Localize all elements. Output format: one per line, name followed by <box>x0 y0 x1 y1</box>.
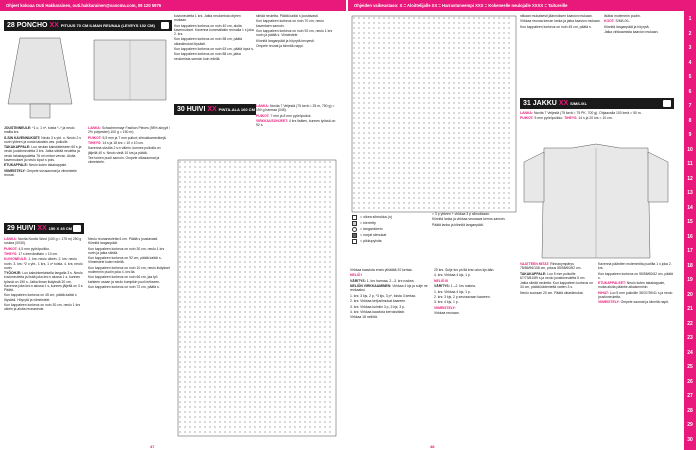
side-index-number: 8 <box>688 117 692 124</box>
camera-icon <box>161 22 169 29</box>
right-col-text-5: lisäksi molemmin puolin. KOOT: S/M/L/XL. Kiinnitä langanpäät ja höyrytä. Jatka virkkaamista kaavion mukaan. <box>604 14 659 35</box>
side-index-number: 26 <box>687 378 693 385</box>
section-28-text-2: LANKA: Schachenmayr Fashion Pieces (98% akryyli / 2% polyesteri) 100 g = 150 m). PUIKOT: 5,5 mm ja 7 mm puikot; silmukkamerkkejä. TIHEYS: 14 s ja 18 krs = 10 x 10 cm. Kavenna sivuilla 2 s:n välein, kunnes puikolla on jäljellä 40 s. Neulo vielä 10 krs ja päätä. Tee toinen puoli samoin. Ompele olkasaumat ja viimeistele. <box>88 126 170 165</box>
side-index-number: 19 <box>687 277 693 283</box>
section-number: 28 <box>7 22 15 29</box>
chart-legend: = oikea silmukka (o) = kierretty = langankierto = nurjat silmukat = pikkupylväs <box>352 214 432 244</box>
lace-chart-right <box>350 14 518 214</box>
section-number: 31 <box>523 100 531 107</box>
side-index-number: 7 <box>688 103 692 109</box>
side-index-number: 29 <box>687 422 693 428</box>
side-index <box>684 0 696 450</box>
left-col-4-text: sileää neuletta. Päätä kaikki s joustavasti. Kun kappaleen korkeus on noin 70 cm, neulo kaventaen samoin. Kun kappaleen korkeus on noin 92 cm, neulo 1 krs nurin ja päätä s. Viimeistele. Kiinnitä langanpäät ja höyrytä kevyesti. Ompele reunat ja kiinnitä nappi. <box>256 14 333 48</box>
section-sub: 150 X 45 CM <box>48 226 73 231</box>
right-col-text-2: Virkkaa kaaviota ensin ylhäältä 20 kertaa. NELIÖ I VÄRITYS: 1. krs harmaa, 2.–3. krs ruskea. NELIÖN VIRKKAAMINEN: Virkkaa 4 kjs ja sulje ne renkaaksi. 1. krs: 3 kjs, 2 p, *3 kjs, 3 p*, toista 3 kertaa. 2. krs: Virkkaa ketjusilmukat kaareen. 3. krs: Virkkaa kulmiin 3 p, 3 kjs, 3 p. 4. krs: Virkkaa kaaviota kerroksittain. Virkkaa 18 neliötä. <box>350 268 428 320</box>
page-number-left: 47 <box>150 444 155 449</box>
section-31-intro: LANKA: Novita 7 Veljestä (75 kerä = 75 PK, 700 g). Ohjaavalla 100 kerä = 50 m. PUIKOT: 5 mm pyöröpuikko. TIHEYS: 14 s ja 20 krs = 10 cm. <box>520 111 642 121</box>
side-index-number: 5 <box>688 74 692 80</box>
side-index-number: 4 <box>688 59 692 66</box>
section-31-text-2: Kavenna pääntien molemmilta puolilta 1 s joka 2. krs. Kun kappaleen korkeus on 55/58/60/62 cm, päätä s. ETUKAPPALEET: Neulo kuten takakappale, mutta aloita pääntie aikaisemmin. HIHAT: Luo 5 mm puikoille 35/37/39/41 s ja neulo joustinneuletta. VIIMEISTELY: Ompele saumat ja kiinnitä napit. <box>598 262 673 305</box>
side-index-number: 30 <box>687 436 693 443</box>
section-30-header <box>174 104 256 115</box>
side-index-number: 17 <box>687 248 693 254</box>
side-index-number: 21 <box>687 306 693 312</box>
section-28-text-1: JOUSTINNEULE: *1 o, 1 n*, toista *–* ja neulo mallia krs. S-SIN KAVENNUKSET: Neulo 3 s yht. o. Neulo 2 s nurin yhteen ja nosta takaisin vas. puikolle. TAKAKAPPALE: Luo neulan kaksiotteiseen 60 s ja neulo joustinneuletta 3 krs. Jatka sileää neuletta ja neulo takakappaletta 76 cm mitan verran. Aloita kavennukset ja neulo loput s pois. ETUKAPPALE: Neulo kuten takakappale. VIIMEISTELY: Ompele sivusaumat ja viimeistele reunat. <box>4 126 82 177</box>
side-index-number: 22 <box>687 320 693 327</box>
section-title: JAKKU <box>532 100 557 107</box>
side-index-number: 3 <box>688 45 692 51</box>
section-title: HUIVI <box>186 106 206 113</box>
section-sub: S/M/L/XL <box>570 101 588 106</box>
section-29-text-2: Neulo reunaneuletta 6 cm. Päätä s joustavasti. Kiinnitä langanpäät. Kun kappaleen korkeus on noin 30 cm, neulo 1 krs nurin ja jatka sileää. Kun kappaleen korkeus on 92 cm, päätä kaikki s. Viimeistele kuten edellä. Kun kappaleen korkeus on noin 10 cm, neulo lisäykset molemmin puolin joka 4. krs:lla. Kun kappaleen korkeus on noin 66 cm, jaa työ kahteen osaan ja neulo kumpikin puoli erikseen. Kun kappaleen korkeus on noin 72 cm, päätä s. <box>88 237 170 289</box>
side-index-number: 9 <box>688 132 692 138</box>
right-col-text-3: 20 krs. Sulje krs ps:llä krsn alun kjs:ään. 4. krs: Virkkaa 4 kjs, 1 p. NELIÖ III VÄRITYS: 1.–2. krs ruskea. 1. krs: Virkkaa 4 kjs, 1 p. 2. krs: 3 kjs, 2 p seuraavaan kaareen. 3. krs: 4 kjs, 1 p. VIIMEISTELY: Virkkaa reunaan. <box>434 268 495 316</box>
side-index-number: 18 <box>687 262 693 269</box>
jacket-diagram <box>522 142 670 260</box>
section-title: PONCHO <box>16 22 48 29</box>
side-index-number: 12 <box>687 175 693 182</box>
camera-icon <box>73 225 81 232</box>
section-level: XX <box>207 106 217 113</box>
right-col-text-1: = 3 p yhteen + virkkaa 3 p silmukkaan. Kiinnitä lanka ja virkkaa seuraava kerros samoin. Päätä lanka ja kiinnitä langanpäät. <box>432 212 506 227</box>
section-level: XX <box>49 22 59 29</box>
section-number: 30 <box>177 106 185 113</box>
side-index-number: 11 <box>687 161 693 167</box>
header-left: Ohjeet kokoaa Outi Hakkarainen, outi.hakkarainen@sanoma.com, 09 120 5976 <box>0 0 346 11</box>
section-30-text: LANKA: Novita 7 Veljestä (75 kerä = 25 m, 750 g) = 150 g harmaa (045). PUIKOT: 7 mm ja 8 mm pyöröpuikot. VIRKKAUSOHJEET: 4 krs lisäten, kunnes työssä on 92 s. <box>256 104 336 128</box>
side-index-number: 1 <box>688 16 692 22</box>
camera-icon <box>663 100 671 107</box>
side-index-number: 28 <box>687 407 693 414</box>
side-index-number: 6 <box>688 88 692 95</box>
section-level: XX <box>37 225 47 232</box>
side-index-number: 16 <box>687 233 693 240</box>
side-index-number: 27 <box>687 393 693 399</box>
side-index-number: 15 <box>687 219 693 225</box>
section-number: 29 <box>7 225 15 232</box>
side-index-number: 25 <box>687 364 693 370</box>
side-index-number: 10 <box>687 146 693 153</box>
section-29-text: LANKA: Novita Nordic Wool (100 g = 175 m) 250 g ruskea (0030). PUIKOT: 4,5 mm pyöröpuikko. TIHEYS: 17 s kerroksittain = 10 cm. KUVIONEULE: 1. krs: neulo oikein. 2. krs: neulo nurin. 3. krs: *2 o yht., 1 krs, 1 o* toista. 4. krs: neulo nurin. TYÖOHJE: Luo kaksinkertaisella langalla 3 s. Neulo kuvioneuletta ja lisää joka krs:n alussa 1 s, kunnes työssä on 150 s. Jatka ilman lisäyksiä 20 cm. Kavenna joka krs:n alussa 1 s, kunnes jäljellä on 3 s. Päätä. Kun kappaleen korkeus on 45 cm, päätä kaikki s löysästi. Höyrytä ja viimeistele. Kun kappaleen korkeus on noin 30 cm, neulo 1 krs oikein ja aloita reunaneule. <box>4 237 84 312</box>
section-level: XX <box>558 100 569 107</box>
section-sub: PITUUS 70 CM ILMAN REUNAA (LEVEYS 102 CM) <box>60 23 155 28</box>
page-number-right: 48 <box>430 444 435 449</box>
side-index-number: 14 <box>687 204 693 211</box>
side-index-number: 24 <box>687 349 693 356</box>
section-28-header <box>4 20 172 31</box>
poncho-diagram <box>6 34 74 122</box>
side-index-number: 13 <box>687 190 693 196</box>
section-31-text-1: VAATTEEN MITAT: Rinnanympärys 78/86/96/108 cm, pituus 55/58/60/62 cm. TAKAKAPPALE: Luo 5 mm puikoille 67/73/81/89 s ja neulo joustinneuletta 5 cm. Jatka sileää neuletta. Kun kappaleen korkeus on 34 cm, päätä kädenteitä varten 3 s. Neulo suoraan 20 cm. Päätä olkasilmukat. <box>520 262 593 295</box>
side-index-number: 2 <box>688 30 692 37</box>
right-col-text-4: nilkaan mukaisesti jäännöksen kaavion mukaan. Virkkaa reunaa kerran lanka ja jatka kaavion mukaan. Kun kappaleen korkeus on noin 45 cm, päätä s. <box>520 14 601 29</box>
side-index-number: 20 <box>687 291 693 298</box>
section-title: HUIVI <box>16 225 36 232</box>
lace-chart-left <box>176 158 338 438</box>
side-index-number: 23 <box>687 335 693 341</box>
left-col-3-text: kuvioneuletta 1 krs. Jatka neulomista ohjeen mukaan. Kun kappaleen korkeus on noin 40 cm, aloita kavennukset. Kavenna kummallakin reunalla 1 s joka 2. krs. Kun kappaleen korkeus on noin 58 cm, päätä olkasilmukat löysästi. Kun kappaleen korkeus on noin 63 cm, päätä loput s. Kun kappaleen korkeus on noin 88 cm, jatka neulomista samoin kuin edellä. <box>174 14 254 61</box>
section-31-header <box>520 98 674 109</box>
section-sub: PINTA-ALA 160 CM <box>218 107 255 112</box>
poncho-diagram-2 <box>90 34 170 106</box>
header-right: Ohjeiden vaikeustaso: X = Aloittelijalle XX = Harrastuneempi XXX = Kokeneelle neulojalle XXXX = Taitureille <box>348 0 684 11</box>
section-29-header <box>4 223 84 234</box>
